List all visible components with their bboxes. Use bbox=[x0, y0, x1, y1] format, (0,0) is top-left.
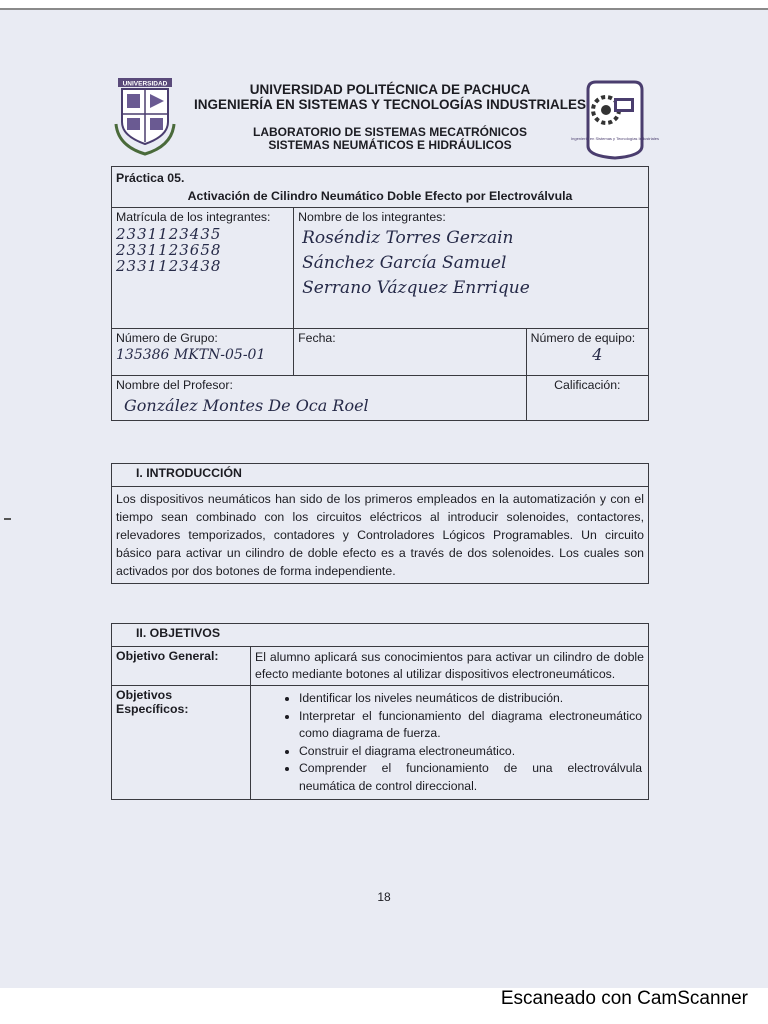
fecha-cell bbox=[294, 329, 527, 376]
objetivos-table bbox=[111, 623, 649, 800]
introduccion-heading: I. INTRODUCCIÓN bbox=[112, 464, 649, 487]
objetivo-general-label: Objetivo General: bbox=[112, 647, 251, 686]
nombres-cell bbox=[294, 208, 649, 329]
lab-name: LABORATORIO DE SISTEMAS MECATRÓNICOS bbox=[252, 125, 527, 139]
objetivos-especificos-list bbox=[255, 690, 644, 795]
objetivo-general-text: El alumno aplicará sus conocimientos para activar un cilindro de doble efecto mediante botones al utilizar dispositivos electroneumáticos. bbox=[251, 647, 649, 686]
matricula-label: Matrícula de los integrantes: bbox=[116, 210, 271, 224]
practice-title-cell bbox=[112, 167, 649, 208]
lab-header bbox=[180, 126, 600, 152]
university-header bbox=[180, 82, 600, 112]
camscanner-watermark: Escaneado con CamScanner bbox=[500, 988, 748, 1009]
objetivo-especifico-item: • Comprender el funcionamiento de una electroválvula neumática de control direccional. bbox=[299, 760, 644, 795]
scan-mark bbox=[4, 518, 11, 520]
matricula-3: 2331123438 bbox=[116, 257, 222, 275]
objetivo-especifico-item: • Identificar los niveles neumáticos de distribución. bbox=[299, 690, 644, 708]
equipo-cell bbox=[526, 329, 648, 376]
fecha-label: Fecha: bbox=[298, 331, 336, 345]
matricula-1: 2331123435 bbox=[116, 225, 222, 243]
profesor-label: Nombre del Profesor: bbox=[116, 378, 233, 392]
practice-title: Activación de Cilindro Neumático Doble Efecto por Electroválvula bbox=[187, 189, 573, 203]
objetivos-especificos-cell bbox=[251, 686, 649, 800]
university-crest-logo bbox=[112, 76, 178, 156]
practice-info-table bbox=[111, 166, 649, 421]
university-name: UNIVERSIDAD POLITÉCNICA DE PACHUCA bbox=[249, 82, 531, 97]
profesor-value: González Montes De Oca Roel bbox=[124, 396, 369, 415]
profesor-cell bbox=[112, 376, 527, 421]
scanned-page bbox=[0, 8, 768, 988]
nombre-2: Sánchez García Samuel bbox=[302, 253, 507, 273]
program-name: INGENIERÍA EN SISTEMAS Y TECNOLOGÍAS INDUSTRIALES bbox=[193, 97, 587, 112]
equipo-value: 4 bbox=[592, 345, 603, 364]
page-number: 18 bbox=[377, 890, 391, 904]
matricula-2: 2331123658 bbox=[116, 241, 222, 259]
grupo-label: Número de Grupo: bbox=[116, 331, 218, 345]
matricula-cell bbox=[112, 208, 294, 329]
calificacion-cell bbox=[526, 376, 648, 421]
equipo-label: Número de equipo: bbox=[530, 331, 636, 345]
calificacion-label: Calificación: bbox=[554, 378, 621, 392]
svg-text:Ingeniería en Sistemas y Tecno: Ingeniería en Sistemas y Tecnologías Industriales bbox=[571, 136, 659, 141]
introduccion-table bbox=[111, 463, 649, 584]
lab-subject: SISTEMAS NEUMÁTICOS E HIDRÁULICOS bbox=[268, 138, 512, 152]
svg-text:UNIVERSIDAD: UNIVERSIDAD bbox=[122, 80, 168, 88]
nombres-label: Nombre de los integrantes: bbox=[298, 210, 446, 224]
objetivo-especifico-item: • Construir el diagrama electroneumático. bbox=[299, 743, 644, 761]
nombre-3: Serrano Vázquez Enrrique bbox=[302, 278, 530, 298]
nombre-1: Roséndiz Torres Gerzain bbox=[302, 228, 514, 248]
introduccion-text: Los dispositivos neumáticos han sido de los primeros empleados en la automatización y con el tiempo sean combinado con los circuitos eléctricos al introducir solenoides, contactores, relevadores temporizados, contadores y Controladores Lógicos Programables. Un circuito básico para activar un cilindro de doble efecto es a través de dos solenoides. Los cuales son activados por dos botones de forma independiente. bbox=[112, 487, 649, 584]
grupo-cell bbox=[112, 329, 294, 376]
practice-number: Práctica 05. bbox=[116, 171, 185, 185]
objetivo-especifico-item: • Interpretar el funcionamiento del diagrama electroneumático como diagrama de fuerza. bbox=[299, 708, 644, 743]
objetivos-heading: II. OBJETIVOS bbox=[112, 624, 649, 647]
program-logo bbox=[571, 80, 659, 160]
grupo-value: 135386 MKTN-05-01 bbox=[116, 347, 266, 363]
objetivos-especificos-label: Objetivos Específicos: bbox=[112, 686, 251, 800]
